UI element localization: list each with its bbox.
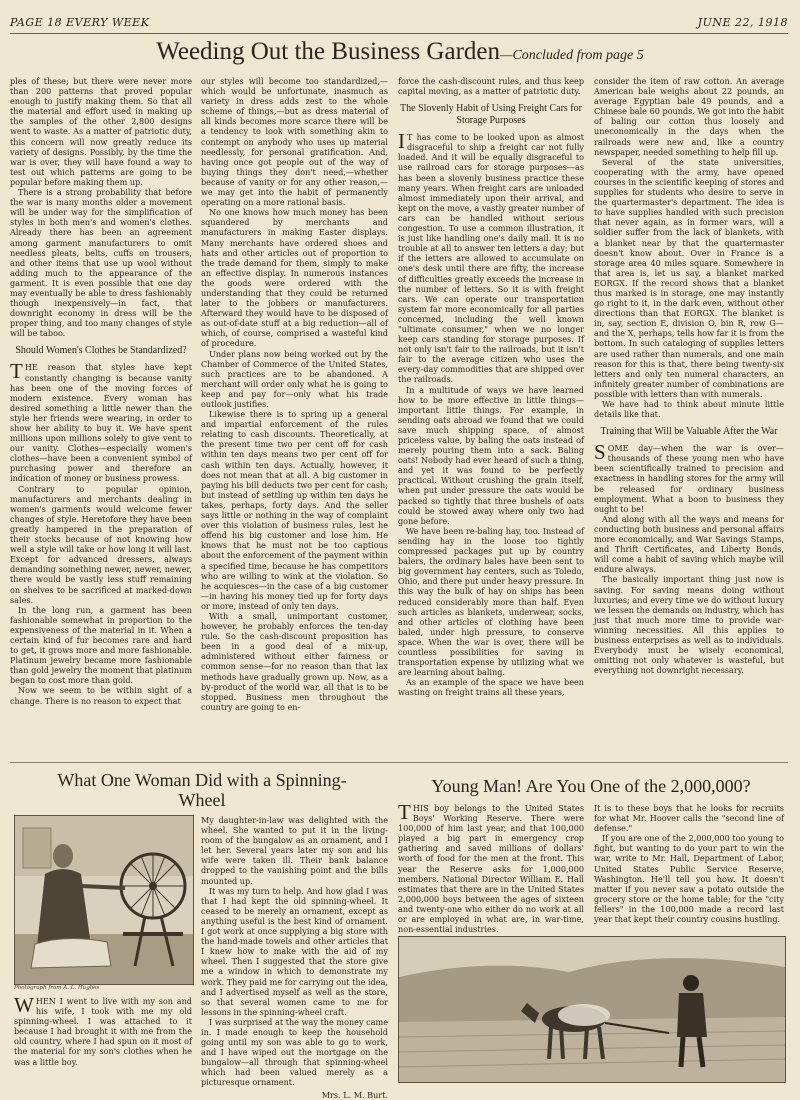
photo-credit: Photograph from A. L. Hughes [14,985,100,991]
paragraph: With a small, unimportant customer, however, he probably enforces the ten-day rule. So the cash-discount proposition has been in a good deal of a mix-up, administered without either fairness or common sense—for no reason than that lax methods have gradually grown up. Now, as a by-product of the world war, all that is to be stopped. Business men throughout the country are going to en- [201,610,388,712]
paragraph: My daughter-in-law was delighted with the wheel. She wanted to put it in the living-room of the bungalow as an ornament, and I let her. Several years later my son and his wife were taken ill. Their bank balance dropped to the vanishing point and the bills mounted up. [201,815,388,886]
paragraph: Under plans now being worked out by the Chamber of Commerce of the United States, such practices are to be abandoned. A merchant will order only what he is going to keep and pay for—only what his trade outlook justifies. [201,348,388,409]
paragraph: And along with all the ways and means for conducting both business and personal affairs more economically, and War Savings Stamps, and Thrift Certificates, and Liberty Bonds, will come a habit of saving which maybe will endure always. [594,513,784,575]
boy-plowing-photo [398,936,786,1083]
paragraph [398,129,584,385]
woman-at-spinning-wheel-image [15,816,193,984]
paragraph [14,993,192,1067]
paragraph: In the long run, a garment has been fashionable somewhat in proportion to the expensiveness of the material in it. When a certain kind of fur becomes rare and hard to get, it grows more and more fashionable. Platinum jewelry became more fashionable than gold jewelry the moment that platinum began to cost more than gold. [10,604,192,686]
young-man-col-2 [594,803,784,931]
paragraph-text: T has come to be looked upon as almost disgraceful to ship a freight car not fully loaded. And it will be equally disgraceful to use railroad cars for storage purposes—as has been a slovenly business practice these many years. When freight cars are unloaded almost immediately upon their arrival, and kept on the move, a vastly greater number of cars can be handled without serious congestion. To use a common illustration, it is just like handling one's daily mail. It is no trouble at all to answer ten letters a day; but if the letters are allowed to accumulate on one's desk until there are fifty, the increase of difficulties greatly exceeds the increase in the number of letters. So it is with freight cars. We can operate our transportation system far more economically for all parties concerned, including the well known "ultimate consumer," when we no longer keep cars standing for storage purposes. If not only isn't fair to the railroads, but it isn't fair to the average citizen who uses the every-day commodities that are shipped over the railroads. [398,132,584,385]
paragraph: Likewise there is to spring up a general and impartial enforcement of the rules relating to cash discounts. Theoretically, at the present time two per cent off for cash within ten days means two per cent off for cash within ten days. Actually, however, it does not mean that at all. A big customer in paying his bill deducts two per cent for cash; but instead of settling up within ten days he takes, perhaps, forty days. And the seller says little or nothing in the way of complaint over this violation of business rules, lest he offend his big customer and lose him. He knows that he must not be too captious about the enforcement of the payment within a specified time, because he has competitors who are willing to wink at the violation. So he acquiesces—in the case of a big customer—in having his money tied up for forty days or more, instead of only ten days. [201,409,388,611]
spinning-wheel-photo [14,815,194,985]
paragraph [398,800,584,935]
article-title [0,38,800,66]
paragraph: ples of these; but there were never more than 200 patterns that proved popular enough to justify making them. So that all the material and effort used in making up the samples of the other 2,800 designs went to waste. As a matter of patriotic duty, this concern will now greatly reduce its variety of designs. Possibly, by the time the war is over, they will have found a way to test out which patterns are going to be popular before making them up. [10,76,192,187]
section-divider [10,762,788,763]
paragraph: It was my turn to help. And how glad I was that I had kept the old spinning-wheel. It ceased to be merely an ornament, except as anything useful is the best kind of ornament. I got work at once supplying a big store with the hand-made towels and other articles that I knew how to make with the aid of my wheel. Then I suggested that the store give me a window in which to demonstrate my work. They paid me for carrying out the idea, and I advertised myself as well as the store, so that several women came to me for lessons in the spinning-wheel craft. [201,885,388,1017]
young-man-col-1 [398,800,584,935]
section-heading: The Slovenly Habit of Using Freight Cars for Storage Purposes [400,103,582,127]
paragraph: We have had to think about minute little details like that. [594,399,784,420]
paragraph: Contrary to popular opinion, manufacturers and merchants dealing in women's garments would welcome fewer changes of style. Heretofore they have been greatly hampered in the preparation of their stocks because of not knowing how well a style will take or how long it will last. Except for advanced dressers, always demanding something newer, newer, newer, there would be vastly less stuff remaining on shelves to be sacrificed at marked-down sales. [10,483,192,605]
section-heading: Should Women's Clothes be Standardized? [15,345,187,357]
drop-cap: I [398,129,405,154]
paragraph: It is to these boys that he looks for recruits for what Mr. Hoover calls the "second line of defense." [594,803,784,834]
page-header [10,16,788,32]
young-man-title: Young Man! Are You One of the 2,000,000? [431,776,751,796]
paragraph: The basically important thing just now is saving. For saving means doing without luxuries; and every time we do without luxury we lessen the demands on industry, which has just that much more time to provide war-winning necessities. All this applies to business enterprises as well as to individuals. Everybody must be wisely economical, omitting not only whatever is wasteful, but everything not downright necessary. [594,574,784,676]
paragraph-text: OME day—when the war is over—thousands of these young men who have been scientifically trained to precision and exactness in handling stores for the army will be released for ordinary business employment. What a boon to business they ought to be! [594,443,784,514]
paragraph: Now we seem to be within sight of a change. There is no reason to expect that [10,685,192,706]
column-3 [398,76,584,758]
paragraph: In a multitude of ways we have learned how to be more effective in little things—important little things. For example, in sending oats abroad we found that we could save much shipping space, of almost priceless value, by baling the oats instead of merely pouring them into a sack. Baling oats! Nobody had ever heard of such a thing, and yet it was found to be perfectly practical. Without crushing the grain itself, when put under pressure the oats would be packed so tightly that three bushels of oats could be stowed away where only two had gone before. [398,384,584,526]
drop-cap: T [398,800,411,824]
header-rule [10,33,788,34]
paragraph [10,359,192,484]
column-1 [10,76,192,758]
signature: Mrs. L. M. Burt. [321,1089,388,1100]
section-heading: Training that Will be Valuable After the War [600,426,778,438]
paragraph: There is a strong probability that before the war is many months older a movement will be under way for the simplification of styles in both men's and women's clothes. Already there has been an agreement among garment manufacturers to omit needless pleats, belts, cuffs on trousers, and other items that use up wool without adding much to the appearance of the garment. It is even possible that one day may eventually be able to dress fashionably though inexpensively—in fact, that downright economy in dress will be the proper thing, and too many changes of style will be taboo. [10,187,192,339]
wheel-story-col-2 [201,815,388,1100]
drop-cap: W [14,993,34,1017]
page-folio: PAGE 18 EVERY WEEK [10,16,150,29]
wheel-story-col-1 [14,993,192,1076]
drop-cap: S [594,440,606,465]
paragraph-text: HIS boy belongs to the United States Boys' Working Reserve. There were 100,000 of him last year, and that 100,000 played a big part in emergency crop gathering and saved millions of dollars' worth of food for the men at the front. This year the Reserve asks for 1,000,000 members. National Director William E. Hall estimates that there are in the United States 2,000,000 boys between the ages of sixteen and twenty-one who either do no work at all or are employed in what are, in war-time, non-essential industries. [398,803,584,935]
paragraph: Several of the state universities, cooperating with the army, have opened courses in the scientific keeping of stores and supplies for students who desire to serve in the quartermaster's department. The idea is to have supplies handled with such precision that never again, as in former wars, will a soldier suffer from the lack of blankets, with a blanket near by that the quartermaster doesn't know about. Over in France is a storage area 40 miles square. Somewhere in that area is, let us say, a blanket marked EORGX. If the record shows that a blanket thus marked is in storage, one may instantly go right to it, in the dark even, without other directions than that EORGX. The blanket is in, say, section E, division O, bin R, row G—and the X, perhaps, tells how far it is from the bottom. In such cataloging of supplies letters are used rather than numerals, and one main reason for this is that, there being twenty-six letters and only ten numeral characters, an infinitely greater number of combinations are possible with letters than with numerals. [594,156,784,399]
paragraph [594,440,784,514]
paragraph: our styles will become too standardized,—which would be unfortunate, inasmuch as variety in dress adds zest to the whole scheme of things,—but as dress material of all kinds becomes more scarce there will be a tendency to look with something akin to contempt on anybody who uses up material needlessly, for personal gratification. And, having once got people out of the way of buying things they don't need,—whether because of vanity or for any other reason,—we may get into the habit of permanently operating on a more rational basis. [201,76,388,208]
paragraph: No one knows how much money has been squandered by merchants and manufacturers in making Easter displays. Many merchants have ordered shoes and hats and other articles out of proportion to the trade demand for them, simply to make an effective display. In numerous instances the goods were ordered with the understanding that they could be returned later to the jobbers or manufacturers. Afterward they would have to be disposed of as out-of-date stuff at a big reduction—all of which, of course, comprised a wasteful kind of procedure. [201,207,388,349]
paragraph: force the cash-discount rules, and thus keep capital moving, as a matter of patriotic duty. [398,76,584,97]
drop-cap: T [10,359,23,384]
column-2 [201,76,388,758]
paragraph: We have been re-baling hay, too. Instead of sending hay in the loose too tightly compressed packages put up by country balers, the ordinary bales have been sent to big government hay centers, such as Toledo, Ohio, and there put under heavy pressure. In this way the bulk of hay on ships has been reduced considerably more than half. Even such articles as blankets, underwear, socks, and other articles of clothing have been baled, under high pressure, to conserve space. When the war is over, there will be countless possibilities for saving in transportation expense by utilizing what we are learning about baling. [398,525,584,678]
paragraph-text: HE reason that styles have kept constantly changing is because vanity has been one of the moving forces of modern existence. Every woman has desired something a little newer than the style her friends were wearing, in order to show her ability to buy it. We have spent millions upon millions solely to give vent to our vanity. Clothes—especially women's clothes—have been a convenient symbol of purchasing power and therefore an indication of money or business prowess. [10,362,192,484]
boy-plowing-field-image [399,937,785,1082]
paragraph-text: HEN I went to live with my son and his wife, I took with me my old spinning-wheel. I was attached to it because I had brought it with me from the old country, where I had spun on it most of the material for my son's clothes when he was a little boy. [14,996,192,1067]
issue-date: JUNE 22, 1918 [697,16,788,29]
column-4 [594,76,784,758]
binding-edge [0,790,8,1030]
article-title-text: Weeding Out the Business Garden [156,38,500,65]
paragraph: As an example of the space we have been wasting on freight trains all these years, [398,677,584,698]
wheel-story-title: What One Woman Did with a Spinning-Wheel [57,770,347,810]
continued-note: —Concluded from page 5 [500,48,644,63]
paragraph: consider the item of raw cotton. An average American bale weighs about 22 pounds, an average Egyptian bale 49 pounds, and a Chinese bale 60 pounds. We got into the habit of baling our cotton thus loosely and uneconomically in the days when the railroads were new and, like a country newspaper, needed something to help fill up. [594,76,784,157]
paragraph: I was surprised at the way the money came in. I made enough to keep the household going until my son was able to go to work, and I have wiped out the mortgage on the bungalow—all through that spinning-wheel which had been valued merely as a picturesque ornament. [201,1016,388,1088]
paragraph: If you are one of the 2,000,000 too young to fight, but wanting to do your part to win the war, write to Mr. Hall, Department of Labor, United States Public Service Reserve, Washington. He'll tell you how. It doesn't matter if you never saw a potato outside the grocery store or the home table; for the "city fellers" in the 100,000 made a record last year that kept their country cousins hustling. [594,833,784,925]
